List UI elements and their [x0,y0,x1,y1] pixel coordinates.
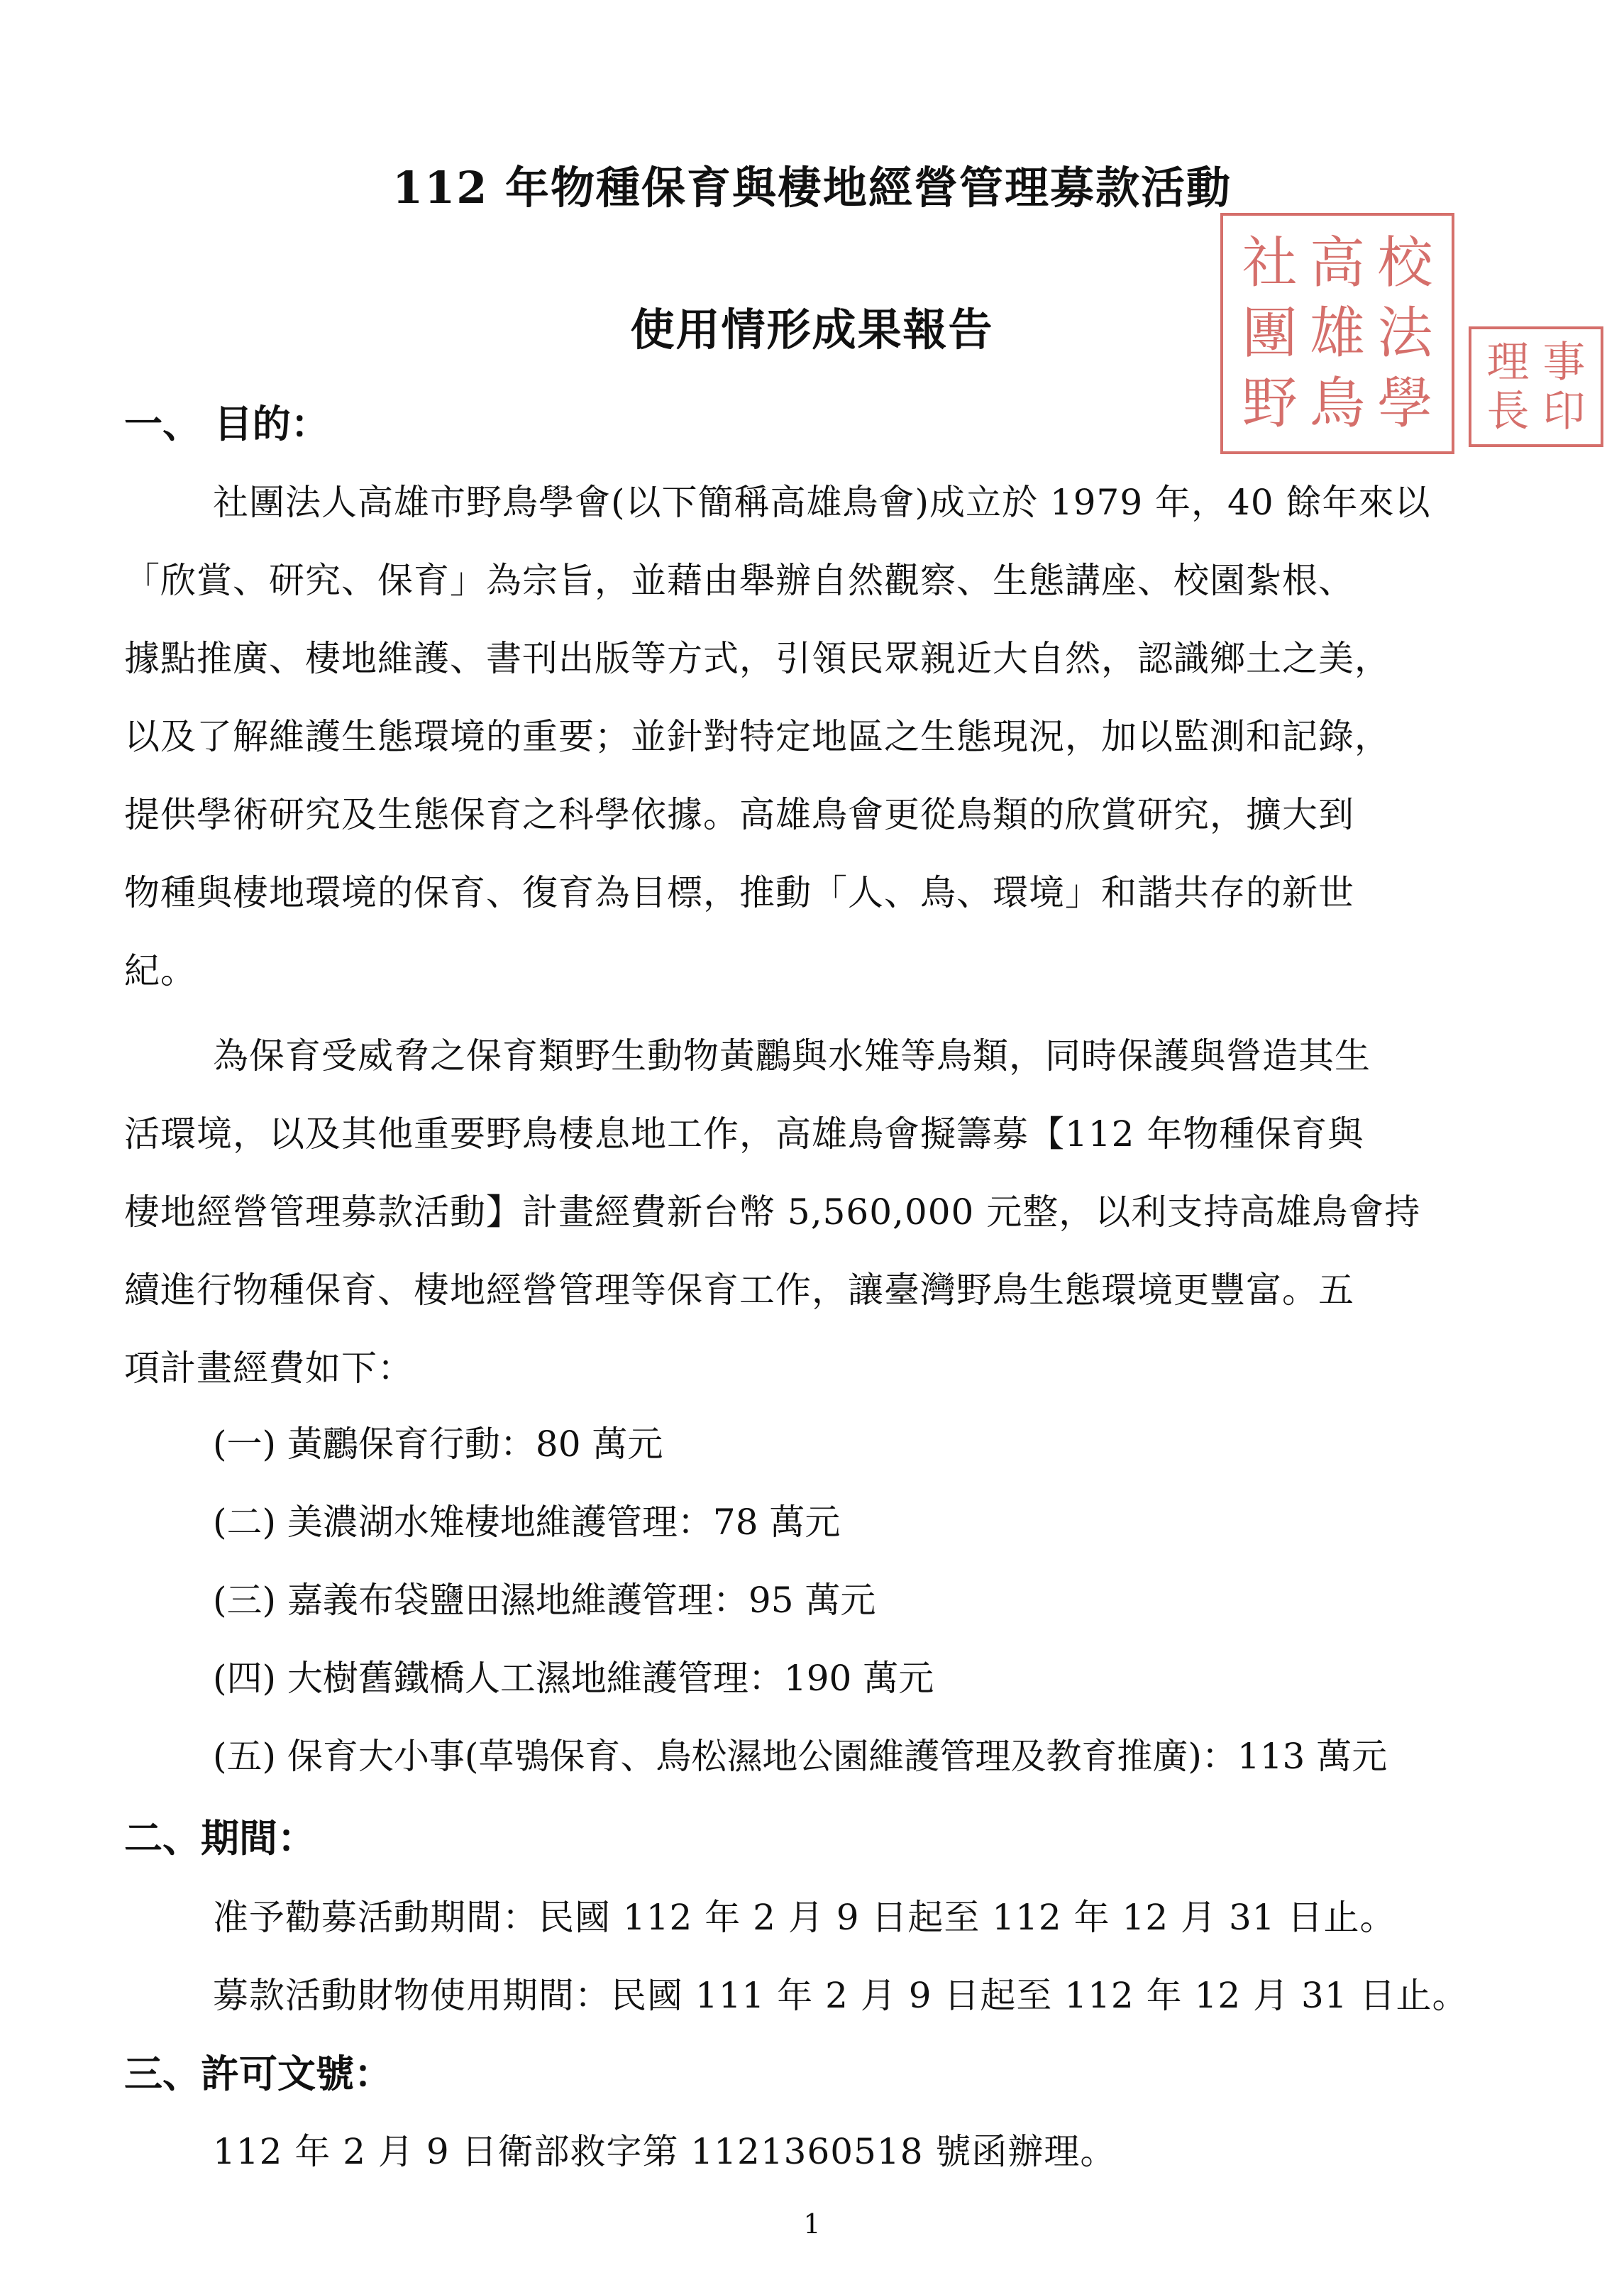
period-line: 募款活動財物使用期間：民國 111 年 2 月 9 日起至 112 年 12 月 31 日止。 [213,1975,1469,2016]
chairperson-seal: 理 事 長 印 [1469,326,1603,447]
document-subtitle: 使用情形成果報告 [630,304,994,356]
paragraph-line: 物種與棲地環境的保育、復育為目標，推動「人、鳥、環境」和諧共存的新世 [124,872,1354,913]
paragraph-line: 「欣賞、研究、保育」為宗旨，並藉由舉辦自然觀察、生態講座、校園紮根、 [124,560,1354,601]
paragraph-line: 社團法人高雄市野鳥學會(以下簡稱高雄鳥會)成立於 1979 年，40 餘年來以 [213,482,1431,523]
paragraph-line: 以及了解維護生態環境的重要；並針對特定地區之生態現況，加以監測和記錄， [124,716,1391,757]
paragraph-line: 據點推廣、棲地維護、書刊出版等方式，引領民眾親近大自然，認識鄉土之美， [124,638,1391,679]
budget-item: (四) 大樹舊鐵橋人工濕地維護管理：190 萬元 [213,1658,934,1699]
section-heading-purpose: 一、 目的： [124,401,329,446]
budget-item: (三) 嘉義布袋鹽田濕地維護管理：95 萬元 [213,1580,876,1621]
paragraph-line: 紀。 [124,950,197,991]
page-number: 1 [803,2208,821,2240]
permit-line: 112 年 2 月 9 日衛部救字第 1121360518 號函辦理。 [213,2131,1117,2172]
section-heading-period: 二、期間： [124,1815,316,1861]
organization-seal: 社 高 校 團 雄 法 野 鳥 學 [1220,213,1454,454]
paragraph-line: 為保育受威脅之保育類野生動物黃鸝與水雉等鳥類，同時保護與營造其生 [213,1035,1371,1077]
document-title: 112 年物種保育與棲地經營管理募款活動 [392,162,1232,214]
budget-item: (二) 美濃湖水雉棲地維護管理：78 萬元 [213,1502,841,1543]
budget-item: (五) 保育大小事(草鴞保育、鳥松濕地公園維護管理及教育推廣)：113 萬元 [213,1736,1388,1777]
paragraph-line: 棲地經營管理募款活動】計畫經費新台幣 5,560,000 元整，以利支持高雄鳥會持 [124,1191,1421,1233]
budget-item: (一) 黃鸝保育行動：80 萬元 [213,1424,663,1465]
section-heading-permit: 三、許可文號： [124,2051,392,2096]
paragraph-line: 項計畫經費如下： [124,1348,414,1389]
paragraph-line: 活環境，以及其他重要野鳥棲息地工作，高雄鳥會擬籌募【112 年物種保育與 [124,1113,1364,1155]
paragraph-line: 續進行物種保育、棲地經營管理等保育工作，讓臺灣野鳥生態環境更豐富。五 [124,1270,1354,1311]
period-line: 准予勸募活動期間：民國 112 年 2 月 9 日起至 112 年 12 月 31 日止。 [213,1897,1396,1938]
paragraph-line: 提供學術研究及生態保育之科學依據。高雄鳥會更從鳥類的欣賞研究，擴大到 [124,794,1354,835]
